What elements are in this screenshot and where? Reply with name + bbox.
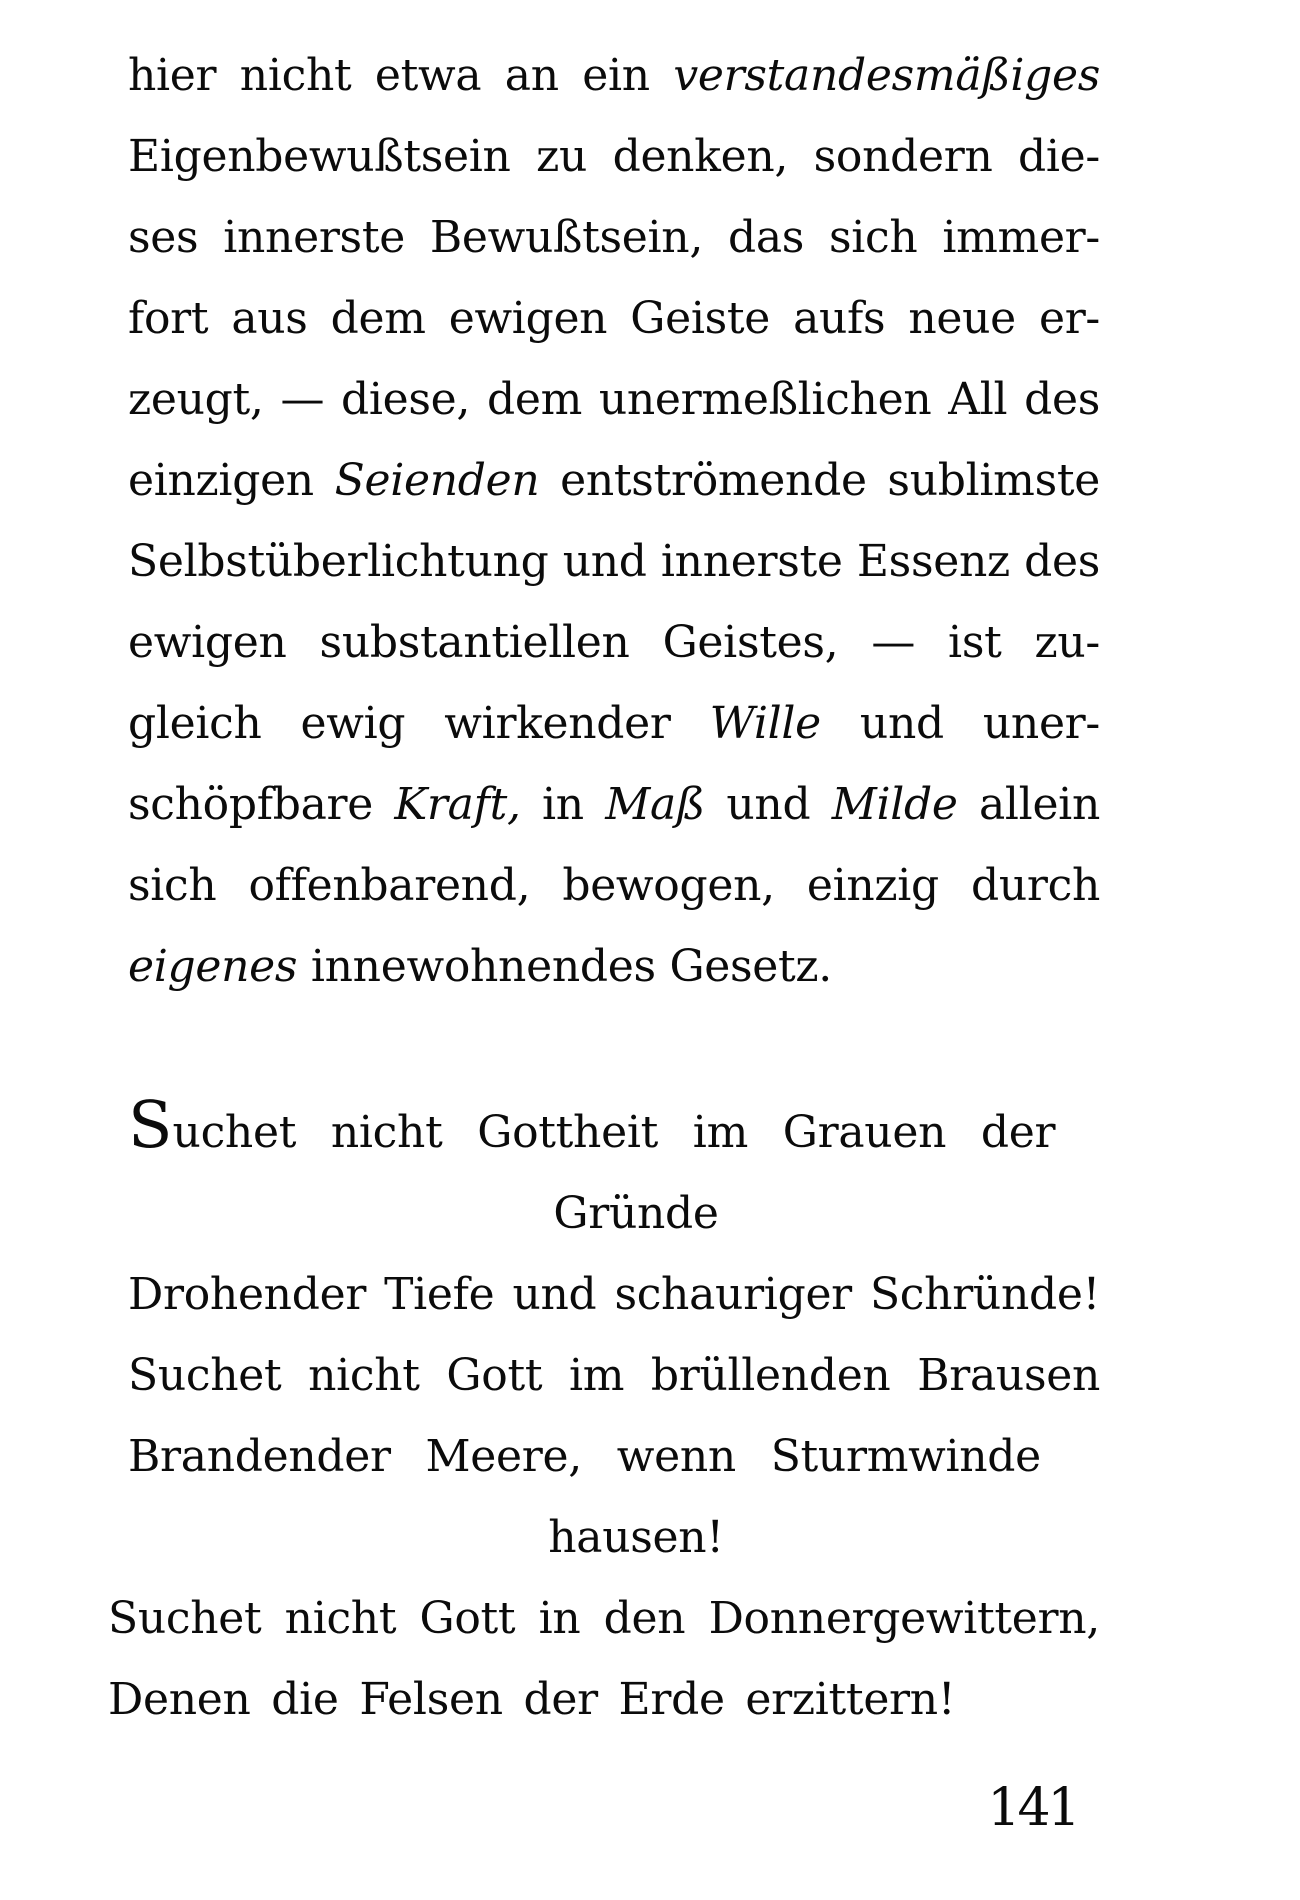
italic-text-segment: Kraft, bbox=[394, 779, 521, 830]
prose-line bbox=[128, 197, 1100, 278]
text-segment: Gründe bbox=[553, 1188, 719, 1239]
italic-text-segment: Wille bbox=[709, 698, 821, 749]
prose-line bbox=[128, 764, 1100, 845]
text-segment: einzigen bbox=[128, 455, 335, 506]
poem-stanza bbox=[108, 1088, 1100, 1740]
prose-line bbox=[128, 926, 1100, 1007]
poem-line bbox=[108, 1578, 1100, 1659]
text-segment: Denen die Felsen der Erde erzittern! bbox=[108, 1674, 956, 1725]
text-segment: zeugt, — diese, dem unermeßlichen All des bbox=[128, 374, 1100, 425]
text-segment: uchet nicht Gottheit im Grauen der bbox=[172, 1107, 1056, 1158]
text-segment: fort aus dem ewigen Geiste aufs neue er- bbox=[128, 293, 1100, 344]
text-segment: gleich ewig wirkender bbox=[128, 698, 710, 749]
prose-line bbox=[128, 116, 1100, 197]
poem-line bbox=[108, 1659, 1100, 1740]
text-segment: allein bbox=[957, 779, 1100, 830]
prose-line bbox=[128, 278, 1100, 359]
poem-line bbox=[128, 1173, 1100, 1254]
initial-capital: S bbox=[128, 1088, 173, 1163]
text-segment: Eigenbewußtsein zu denken, sondern die- bbox=[128, 131, 1100, 182]
text-segment: ewigen substantiellen Geistes, — ist zu- bbox=[128, 617, 1100, 668]
prose-line bbox=[128, 359, 1100, 440]
text-segment: Suchet nicht Gott im brüllenden Brausen bbox=[128, 1350, 1100, 1401]
italic-text-segment: verstandesmäßiges bbox=[673, 50, 1100, 101]
text-segment: schöpfbare bbox=[128, 779, 395, 830]
text-segment: Brandender Meere, wenn Sturmwinde bbox=[128, 1431, 1041, 1482]
prose-line bbox=[128, 845, 1100, 926]
italic-text-segment: Milde bbox=[831, 779, 958, 830]
text-segment: innewohnendes Gesetz. bbox=[297, 941, 832, 992]
text-segment: Drohender Tiefe und schauriger Schründe! bbox=[128, 1269, 1100, 1320]
poem-line bbox=[128, 1335, 1100, 1416]
italic-text-segment: eigenes bbox=[128, 941, 298, 992]
text-segment: entströmende sublimste bbox=[539, 455, 1100, 506]
italic-text-segment: Seienden bbox=[334, 455, 540, 506]
poem-line bbox=[128, 1088, 1100, 1173]
poem-line bbox=[128, 1254, 1100, 1335]
prose-line bbox=[128, 602, 1100, 683]
text-segment: hausen! bbox=[548, 1512, 724, 1563]
poem-line bbox=[128, 1497, 1100, 1578]
poem-line bbox=[128, 1416, 1100, 1497]
prose-line bbox=[128, 440, 1100, 521]
text-segment: hier nicht etwa an ein bbox=[128, 50, 674, 101]
text-segment: und uner- bbox=[820, 698, 1100, 749]
text-segment: und bbox=[705, 779, 832, 830]
text-segment: ses innerste Bewußtsein, das sich immer- bbox=[128, 212, 1100, 263]
text-segment: Selbstüberlichtung und innerste Essenz des bbox=[128, 536, 1100, 587]
text-segment: Suchet nicht Gott in den Donnergewittern, bbox=[108, 1593, 1100, 1644]
text-segment: sich offenbarend, bewogen, einzig durch bbox=[128, 860, 1100, 911]
page-number: 141 bbox=[987, 1778, 1078, 1838]
prose-line bbox=[128, 521, 1100, 602]
prose-paragraph bbox=[128, 35, 1100, 1007]
prose-line bbox=[128, 35, 1100, 116]
italic-text-segment: Maß bbox=[605, 779, 705, 830]
text-segment: in bbox=[520, 779, 606, 830]
prose-line bbox=[128, 683, 1100, 764]
